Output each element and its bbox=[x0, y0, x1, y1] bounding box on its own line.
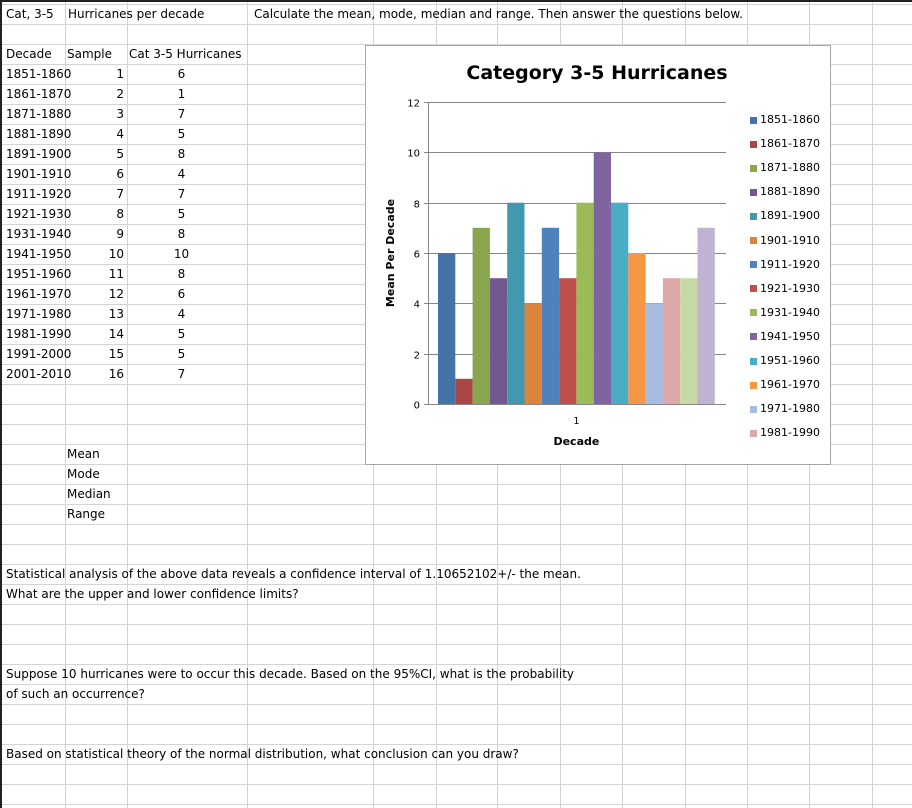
bar-1881-1890 bbox=[490, 278, 507, 404]
bar-1961-1970 bbox=[628, 253, 645, 404]
cell-sample[interactable]: 3 bbox=[116, 107, 124, 121]
y-axis-title: Mean Per Decade bbox=[384, 198, 397, 308]
bar-1901-1910 bbox=[525, 303, 542, 404]
legend-item[interactable] bbox=[750, 307, 820, 319]
legend-item[interactable] bbox=[750, 138, 820, 150]
cell-sample[interactable]: 2 bbox=[116, 87, 124, 101]
cell-sample[interactable]: 14 bbox=[108, 327, 124, 341]
legend-label: 1871-1880 bbox=[760, 161, 820, 175]
legend-label: 1851-1860 bbox=[760, 113, 820, 126]
legend-label: 1921-1930 bbox=[760, 281, 820, 295]
legend-swatch bbox=[750, 333, 757, 340]
legend-item[interactable] bbox=[750, 235, 820, 247]
legend-label: 1951-1960 bbox=[760, 354, 820, 367]
cell-sample[interactable]: 15 bbox=[108, 347, 124, 361]
cell-decade[interactable]: 1951-1960 bbox=[6, 267, 72, 281]
cell-hurricane-count[interactable]: 5 bbox=[177, 327, 186, 341]
cell-hurricane-count[interactable]: 5 bbox=[177, 127, 186, 141]
legend-item[interactable] bbox=[750, 427, 820, 439]
sheet-left-border bbox=[0, 0, 2, 808]
question-2-line-1[interactable]: Suppose 10 hurricanes were to occur this decade. Based on the 95%CI, what is the probability bbox=[6, 667, 575, 681]
legend-item[interactable] bbox=[750, 162, 820, 174]
legend-item[interactable] bbox=[750, 259, 820, 271]
question-3-line-1[interactable]: Based on statistical theory of the normal distribution, what conclusion can you draw? bbox=[6, 747, 519, 761]
cell-hurricane-count[interactable]: 7 bbox=[177, 367, 186, 381]
cell-decade[interactable]: 1901-1910 bbox=[6, 167, 72, 181]
bar-1911-1920 bbox=[542, 228, 559, 404]
legend-label: 1901-1910 bbox=[760, 233, 820, 247]
cell-decade[interactable]: 1991-2000 bbox=[6, 347, 72, 361]
cell-a1[interactable]: Cat, 3-5 bbox=[6, 7, 54, 21]
cell-sample[interactable]: 11 bbox=[108, 267, 124, 281]
legend-item[interactable] bbox=[750, 114, 820, 126]
cell-hurricane-count[interactable]: 7 bbox=[177, 187, 186, 201]
cell-decade[interactable]: 2001-2010 bbox=[6, 367, 72, 381]
bar-1871-1880 bbox=[473, 228, 490, 404]
y-tick-label: 2 bbox=[413, 350, 420, 362]
x-tick-label: 1 bbox=[573, 416, 580, 427]
cell-sample[interactable]: 6 bbox=[116, 167, 124, 181]
legend-label: 1861-1870 bbox=[760, 137, 820, 151]
cell-hurricane-count[interactable]: 6 bbox=[177, 67, 186, 81]
y-tick-label: 12 bbox=[407, 98, 420, 110]
question-1-line-1[interactable]: Statistical analysis of the above data reveals a confidence interval of 1.10652102+/- the mean. bbox=[6, 567, 581, 581]
legend-swatch bbox=[750, 117, 757, 124]
cell-decade[interactable]: 1891-1900 bbox=[6, 147, 72, 161]
cell-decade[interactable]: 1981-1990 bbox=[6, 327, 72, 341]
cell-decade[interactable]: 1861-1870 bbox=[6, 87, 72, 101]
y-tick-label: 10 bbox=[407, 148, 420, 160]
cell-hurricane-count[interactable]: 5 bbox=[177, 347, 186, 361]
cell-hurricane-count[interactable]: 4 bbox=[177, 307, 186, 321]
cell-sample[interactable]: 8 bbox=[116, 207, 124, 221]
bar-1861-1870 bbox=[455, 379, 472, 404]
cell-decade[interactable]: 1971-1980 bbox=[6, 307, 72, 321]
legend-swatch bbox=[750, 261, 757, 268]
legend-item[interactable] bbox=[750, 331, 820, 343]
bar-1921-1930 bbox=[559, 278, 576, 404]
column-header-hurricanes[interactable]: Cat 3-5 Hurricanes bbox=[129, 47, 242, 61]
legend-label: 1911-1920 bbox=[760, 257, 820, 271]
cell-b1[interactable]: Hurricanes per decade bbox=[68, 7, 205, 21]
cell-d1[interactable]: Calculate the mean, mode, median and range. Then answer the questions below. bbox=[254, 7, 743, 21]
cell-decade[interactable]: 1941-1950 bbox=[6, 247, 72, 261]
cell-sample[interactable]: 13 bbox=[108, 307, 124, 321]
y-tick-label: 4 bbox=[413, 299, 420, 311]
bar-1941-1950 bbox=[594, 152, 611, 404]
cell-hurricane-count[interactable]: 6 bbox=[177, 287, 186, 301]
legend-item[interactable] bbox=[750, 186, 820, 198]
label-range[interactable]: Range bbox=[67, 507, 106, 521]
legend-label: 1981-1990 bbox=[760, 426, 820, 440]
question-1-line-2[interactable]: What are the upper and lower confidence limits? bbox=[6, 587, 299, 601]
legend-item[interactable] bbox=[750, 379, 820, 391]
legend-label: 1881-1890 bbox=[760, 185, 820, 199]
cell-hurricane-count[interactable]: 8 bbox=[177, 227, 186, 241]
legend-swatch bbox=[750, 285, 757, 292]
cell-hurricane-count[interactable]: 4 bbox=[177, 167, 186, 181]
label-mean[interactable]: Mean bbox=[67, 447, 100, 461]
legend-item[interactable] bbox=[750, 283, 820, 295]
cell-decade[interactable]: 1931-1940 bbox=[6, 227, 72, 241]
bar-1951-1960 bbox=[611, 203, 628, 404]
legend-swatch bbox=[750, 213, 757, 220]
chart-object[interactable] bbox=[365, 45, 831, 465]
cell-hurricane-count[interactable]: 7 bbox=[177, 107, 186, 121]
cell-hurricane-count[interactable]: 8 bbox=[177, 267, 186, 281]
label-median[interactable]: Median bbox=[67, 487, 111, 501]
legend-item[interactable] bbox=[750, 403, 820, 415]
legend-label: 1891-1900 bbox=[760, 209, 820, 223]
cell-decade[interactable]: 1961-1970 bbox=[6, 287, 72, 301]
legend-swatch bbox=[750, 141, 757, 148]
x-axis-title: Decade bbox=[553, 435, 600, 448]
legend-swatch bbox=[750, 309, 757, 316]
bar-1971-1980 bbox=[646, 303, 663, 404]
cell-sample[interactable]: 9 bbox=[116, 227, 124, 241]
cell-decade[interactable]: 1921-1930 bbox=[6, 207, 72, 221]
legend-swatch bbox=[750, 237, 757, 244]
bar-1851-1860 bbox=[438, 253, 455, 404]
legend-label: 1941-1950 bbox=[760, 329, 820, 343]
bar-1891-1900 bbox=[507, 203, 524, 404]
legend-label: 1931-1940 bbox=[760, 305, 820, 319]
cell-sample[interactable]: 10 bbox=[108, 247, 124, 261]
chart-title: Category 3-5 Hurricanes bbox=[466, 62, 728, 84]
cell-sample[interactable]: 4 bbox=[116, 127, 124, 141]
cell-decade[interactable]: 1851-1860 bbox=[6, 67, 72, 81]
cell-sample[interactable]: 7 bbox=[116, 187, 124, 201]
cell-decade[interactable]: 1871-1880 bbox=[6, 107, 72, 121]
cell-hurricane-count[interactable]: 1 bbox=[177, 87, 186, 101]
cell-decade[interactable]: 1881-1890 bbox=[6, 127, 72, 141]
column-header-sample[interactable]: Sample bbox=[67, 47, 112, 61]
legend-item[interactable] bbox=[750, 210, 820, 222]
bar-1981-1990 bbox=[663, 278, 680, 404]
legend-swatch bbox=[750, 382, 757, 389]
legend-swatch bbox=[750, 430, 757, 437]
legend-swatch bbox=[750, 165, 757, 172]
y-tick-label: 6 bbox=[413, 249, 420, 261]
legend-label: 1971-1980 bbox=[760, 402, 820, 416]
cell-sample[interactable]: 16 bbox=[108, 367, 124, 381]
cell-sample[interactable]: 1 bbox=[116, 67, 124, 81]
cell-hurricane-count[interactable]: 10 bbox=[173, 247, 190, 261]
legend-item[interactable] bbox=[750, 355, 820, 367]
label-mode[interactable]: Mode bbox=[67, 467, 100, 481]
cell-sample[interactable]: 12 bbox=[108, 287, 124, 301]
column-header-decade[interactable]: Decade bbox=[6, 47, 52, 61]
sheet-top-border bbox=[0, 0, 912, 2]
legend-swatch bbox=[750, 358, 757, 365]
legend-label: 1961-1970 bbox=[760, 378, 820, 392]
cell-hurricane-count[interactable]: 5 bbox=[177, 207, 186, 221]
legend-swatch bbox=[750, 406, 757, 413]
cell-hurricane-count[interactable]: 8 bbox=[177, 147, 186, 161]
bar-1991-2000 bbox=[680, 278, 697, 404]
bar-2001-2010 bbox=[698, 228, 715, 404]
question-2-line-2[interactable]: of such an occurrence? bbox=[6, 687, 145, 701]
bar-1931-1940 bbox=[576, 203, 593, 404]
cell-sample[interactable]: 5 bbox=[116, 147, 124, 161]
y-tick-label: 8 bbox=[413, 199, 420, 211]
y-tick-label: 0 bbox=[413, 400, 420, 412]
legend-swatch bbox=[750, 189, 757, 196]
cell-decade[interactable]: 1911-1920 bbox=[6, 187, 72, 201]
